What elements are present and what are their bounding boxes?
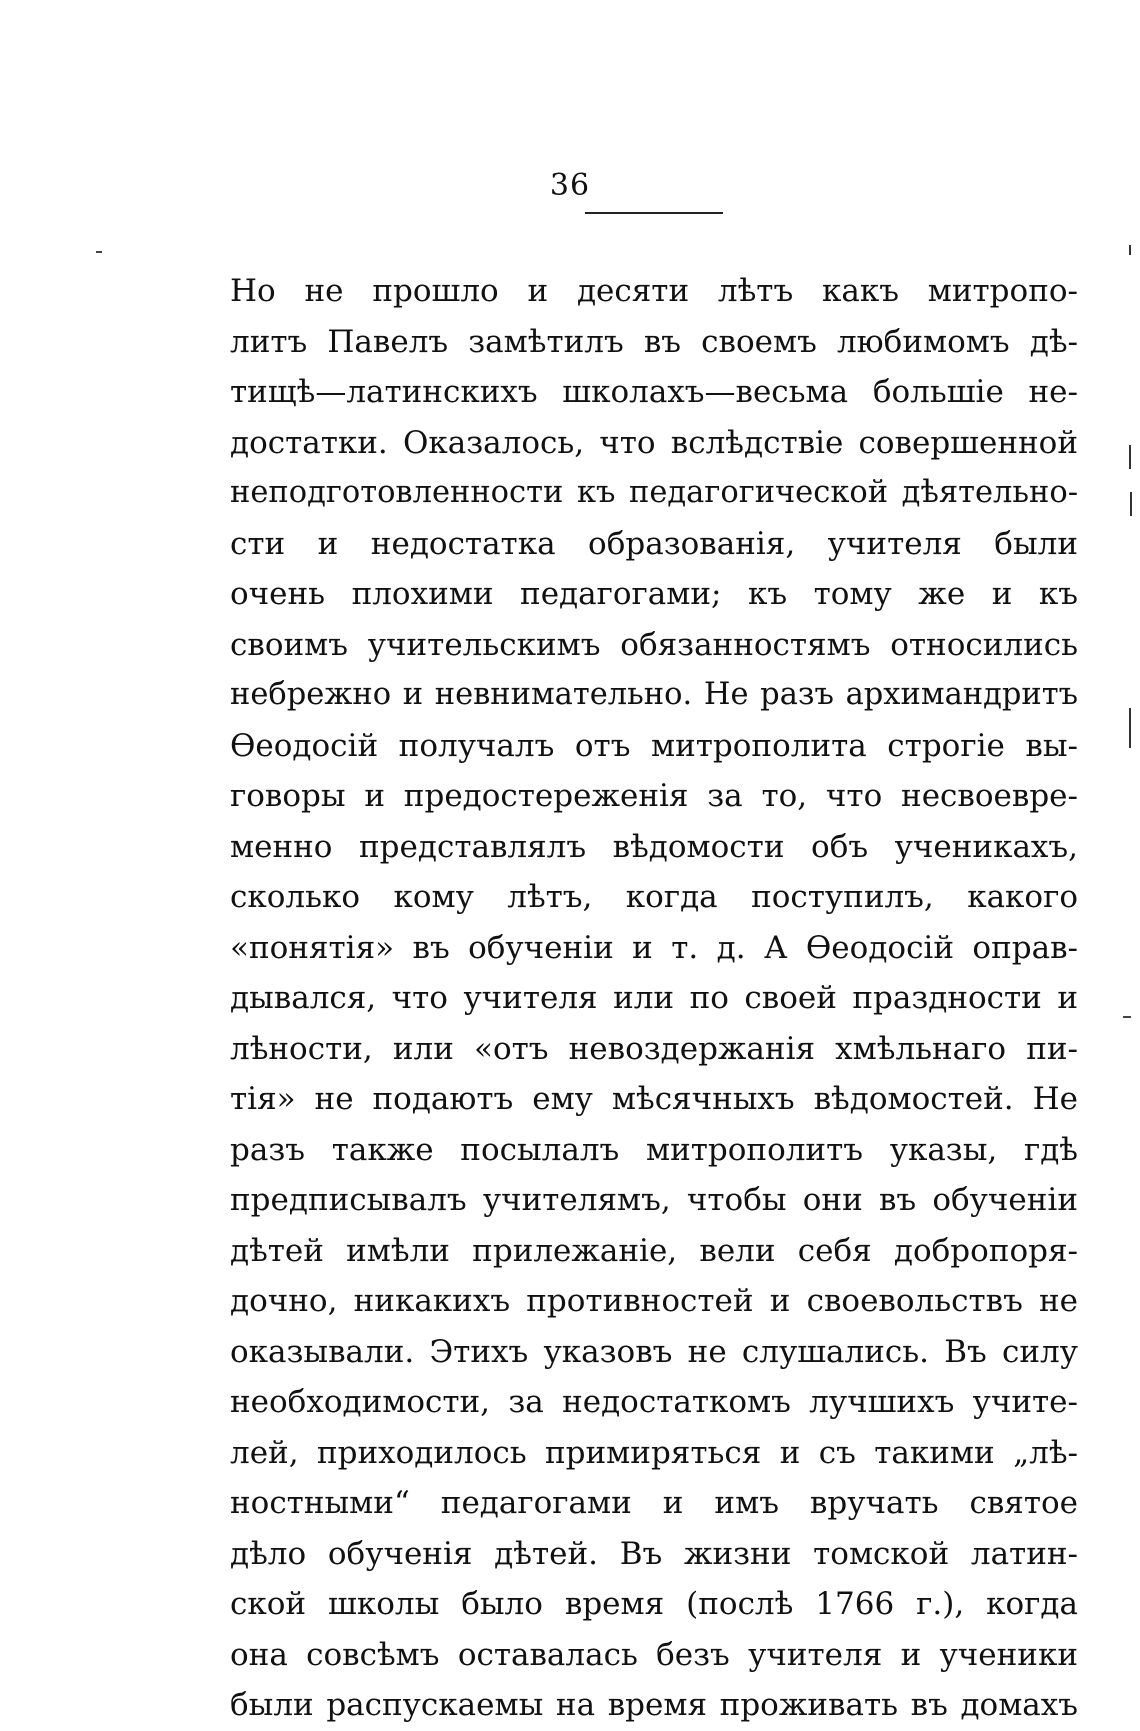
scan-mark [1129,445,1131,469]
text-line: дывался, что учителя или по своей праздности и [230,980,1078,1016]
scan-mark [1129,245,1131,255]
text-line: ностными“ педагогами и имъ вручать святое [230,1485,1078,1521]
text-line: дочно, никакихъ противностей и своевольствъ не [230,1283,1078,1319]
text-line: Ѳеодосій получалъ отъ митрополита строгіе вы- [230,727,1078,764]
text-line: необходимости, за недостаткомъ лучшихъ учите- [230,1384,1078,1420]
text-line: лей, приходилось примиряться и съ такими „лѣ- [230,1434,1078,1471]
text-line: были распускаемы на время проживать въ домахъ [230,1687,1078,1723]
text-line: «понятія» въ обученіи и т. д. А Ѳеодосій оправ- [230,929,1078,966]
text-line: очень плохими педагогами; къ тому же и къ [230,576,1078,612]
text-line: Но не прошло и десяти лѣтъ какъ митропо- [230,273,1078,309]
text-line: сколько кому лѣтъ, когда поступилъ, какого [230,879,1078,915]
text-line: менно представлялъ вѣдомости объ ученикахъ, [230,828,1078,865]
header-rule [585,212,723,214]
scan-mark [1129,708,1131,748]
text-line: ской школы было время (послѣ 1766 г.), когда [230,1586,1078,1622]
text-line: сти и недостатка образованія, учителя были [230,525,1078,562]
text-line: тищѣ—латинскихъ школахъ—весьма большіе не- [230,374,1078,410]
text-line: оказывали. Этихъ указовъ не слушались. Въ силу [230,1333,1078,1370]
text-line: неподготовленности къ педагогической дѣятельно- [230,475,1078,510]
scan-mark [1130,492,1132,516]
body-text [230,266,1078,1731]
scan-mark [96,251,102,253]
text-line: дѣтей имѣли прилежаніе, вели себя добропоря- [230,1232,1078,1269]
text-line: она совсѣмъ оставалась безъ учителя и ученики [230,1636,1078,1673]
text-line: лѣности, или «отъ невоздержанія хмѣльнаго пи- [230,1030,1078,1067]
scan-mark [1123,1016,1131,1018]
text-line: говоры и предостереженія за то, что несвоевре- [230,778,1078,814]
text-line: тія» не подаютъ ему мѣсячныхъ вѣдомостей. Не [230,1081,1078,1117]
text-line: разъ также посылалъ митрополитъ указы, гдѣ [230,1131,1078,1168]
text-line: литъ Павелъ замѣтилъ въ своемъ любимомъ дѣ- [230,323,1078,360]
text-line: своимъ учительскимъ обязанностямъ относились [230,626,1078,663]
text-line: небрежно и невнимательно. Не разъ архимандритъ [230,677,1078,712]
text-line: достатки. Оказалось, что вслѣдствіе совершенной [230,424,1078,461]
text-line: предписывалъ учителямъ, чтобы они въ обученіи [230,1182,1078,1218]
page-number: 36 [549,168,591,203]
text-line: дѣло обученія дѣтей. Въ жизни томской латин- [230,1535,1078,1572]
